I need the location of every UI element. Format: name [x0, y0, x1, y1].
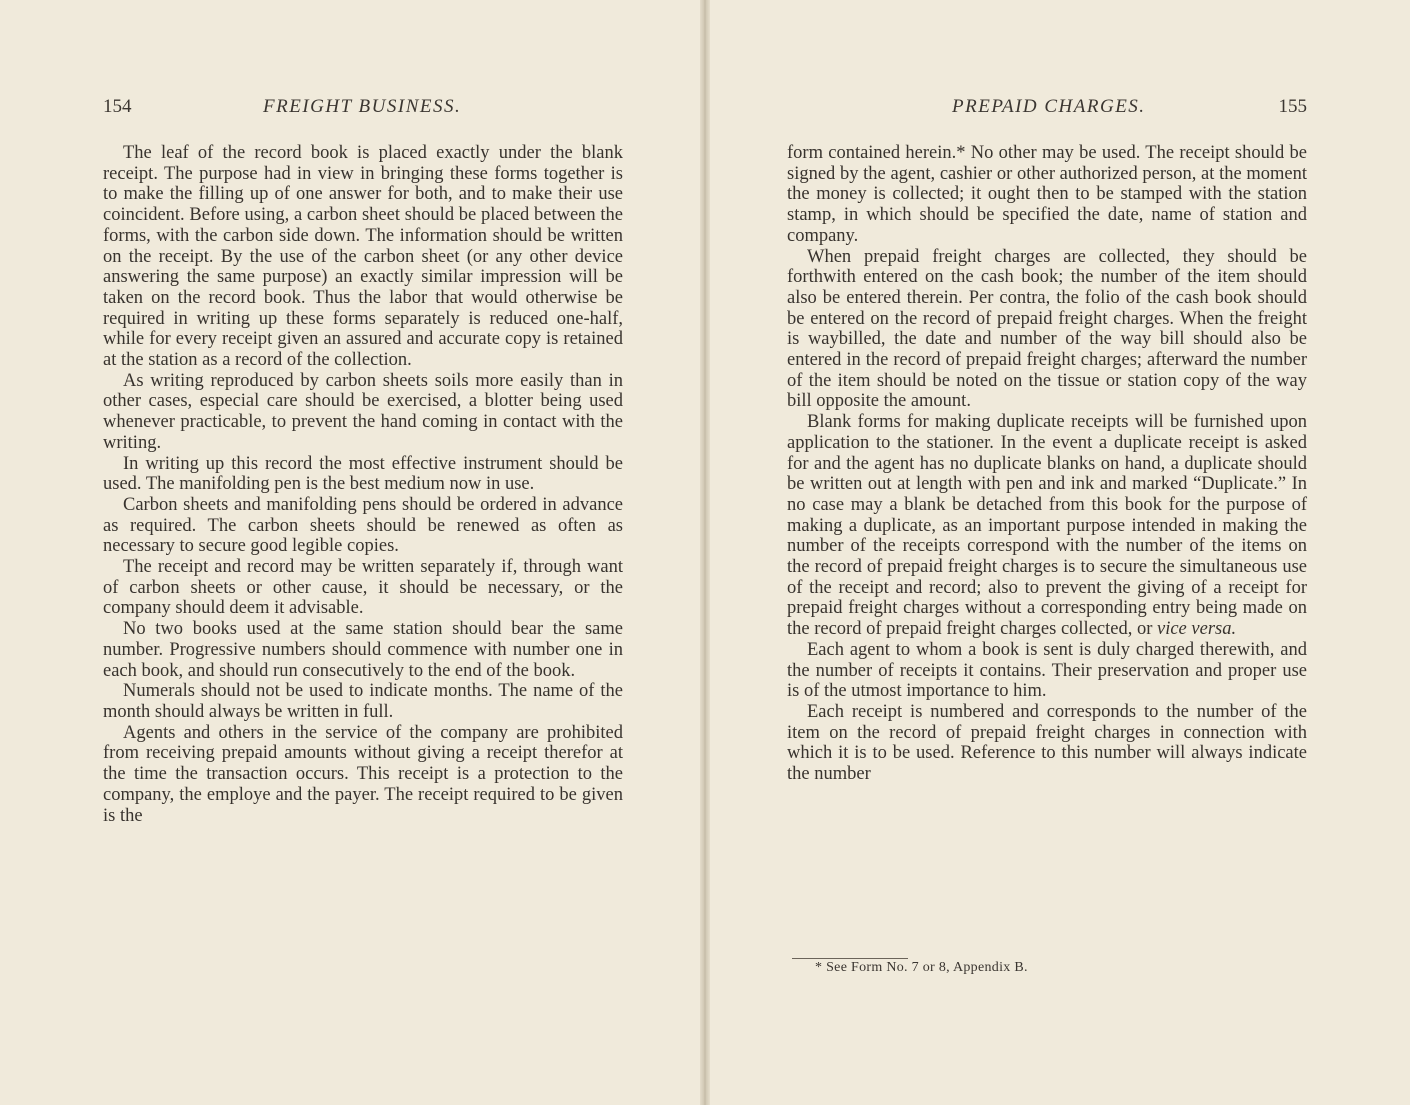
right-body-text — [787, 143, 1307, 785]
paragraph: Carbon sheets and manifolding pens should be ordered in advance as required. The carbon sheets should be renewed as often as necessary to secure good legible copies. — [103, 494, 623, 557]
right-page-number: 155 — [1278, 96, 1307, 117]
paragraph: Each receipt is numbered and corresponds to the number of the item on the record of prepaid freight charges in connection with which it is to be used. Reference to this number will always indicate the number — [787, 701, 1307, 785]
right-running-title: PREPAID CHARGES. — [952, 96, 1146, 117]
left-running-title: FREIGHT BUSINESS. — [263, 96, 462, 117]
paragraph: In writing up this record the most effective instrument should be used. The manifolding pen is the best medium now in use. — [103, 453, 623, 495]
paragraph — [787, 412, 1307, 640]
left-body-text — [103, 143, 623, 826]
paragraph: The leaf of the record book is placed exactly under the blank receipt. The purpose had in view in bringing these forms together is to make the filling up of one answer for both, and to make their use coincident. Before using, a carbon sheet should be placed between the forms, with the carbon side down. The information should be written on the receipt. By the use of the carbon sheet (or any other device answering the same purpose) an exactly similar impression will be taken on the record book. Thus the labor that would otherwise be required in writing up these forms separately is reduced one-half, while for every receipt given an assured and accurate copy is retained at the station as a record of the collection. — [103, 143, 623, 371]
footnote: * See Form No. 7 or 8, Appendix B. — [815, 960, 1028, 975]
paragraph: No two books used at the same station should bear the same number. Progressive numbers should commence with number one in each book, and should run consecutively to the end of the book. — [103, 619, 623, 681]
paragraph: Each agent to whom a book is sent is duly charged therewith, and the number of receipts it contains. Their preservation and proper use is of the utmost importance to him. — [787, 639, 1307, 702]
paragraph: Numerals should not be used to indicate months. The name of the month should always be written in full. — [103, 681, 623, 722]
left-running-head — [103, 96, 623, 122]
paragraph: When prepaid freight charges are collected, they should be forthwith entered on the cash book; the number of the item should also be entered therein. Per contra, the folio of the cash book should be entered on the record of prepaid freight charges. When the freight is waybilled, the date and number of the way bill should also be entered in the record of prepaid freight charges; afterward the number of the item should be noted on the tissue or station copy of the way bill opposite the amount. — [787, 246, 1307, 412]
right-running-head — [787, 96, 1307, 122]
paragraph: The receipt and record may be written separately if, through want of carbon sheets or other cause, it should be necessary, or the company should deem it advisable. — [103, 557, 623, 619]
paragraph: As writing reproduced by carbon sheets soils more easily than in other cases, especial care should be exercised, a blotter being used whenever practicable, to prevent the hand coming in contact with the writing. — [103, 370, 623, 453]
italic-phrase: vice versa. — [1157, 619, 1237, 640]
paragraph-text: Blank forms for making duplicate receipts will be furnished upon application to the stationer. In the event a duplicate receipt is asked for and the agent has no duplicate blanks on hand, a duplicate should be written out at length with pen and ink and marked “Duplicate.” In no case may a blank be detached from this book for the purpose of making a duplicate, as an important purpose intended in making the number of the receipts correspond with the number of the items on the record of prepaid freight charges is to secure the simultaneous use of the receipt and record; also to prevent the giving of a receipt for prepaid freight charges without a corresponding entry being made on the record of prepaid freight charges collected, or — [787, 412, 1307, 640]
paragraph: form contained herein.* No other may be used. The receipt should be signed by the agent, cashier or other authorized person, at the moment the money is collected; it ought then to be stamped with the station stamp, in which should be specified the date, name of station and company. — [787, 143, 1307, 246]
book-gutter — [700, 0, 710, 1105]
paragraph: Agents and others in the service of the company are prohibited from receiving prepaid amounts without giving a receipt therefor at the time the transaction occurs. This receipt is a protection to the company, the employe and the payer. The receipt required to be given is the — [103, 722, 623, 826]
left-page-number: 154 — [103, 96, 132, 117]
